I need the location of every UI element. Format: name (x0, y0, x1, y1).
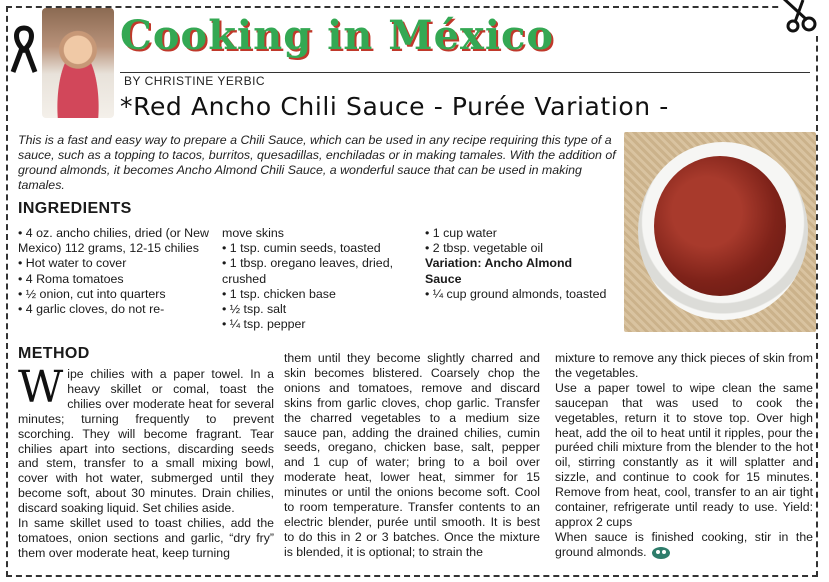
ingredient-item: • 4 oz. ancho chilies, dried (or New Mexico) 112 grams, 12-15 chilies (18, 226, 209, 256)
ingredient-item: • ¼ tsp. pepper (222, 317, 306, 332)
ingredient-item: • 1 tbsp. oregano leaves, dried, crushed (222, 256, 394, 286)
ingredient-item: • 1 cup water (425, 226, 497, 240)
ingredient-item: • ½ onion, cut into quarters (18, 286, 166, 301)
method-paragraph: them until they become slightly charred and skin becomes blistered. Coarsely chop the onions and tomatoes, remove and discard skins from garlic cloves, chop garlic. Transfer the charred vegetables to a medium size sauce pan, adding the drained chilies, cumin seeds, oregano, chicken base, salt, pepper and 1 cup of water; bring to a boil over moderate heat, lower heat, simmer for 15 minutes or until the onions become soft. Cool to room temperature. Transfer contents to an electric blender, purée until smooth. It is best to do this in 2 or 3 batches. Once the mixture is blended, it is optional; to strain the (284, 351, 540, 559)
method-paragraph: mixture to remove any thick pieces of skin from the vegetables. (555, 351, 813, 380)
intro-paragraph: This is a fast and easy way to prepare a Chili Sauce, which can be used in any recipe requiring this type of a sauce, such as a topping to tacos, burritos, quesadillas, enchiladas or in making tamales. With the addition of ground almonds, it becomes Ancho Almond Chili Sauce, a wonderful sauce that can be used in making tamales. (18, 133, 616, 192)
method-paragraph: Use a paper towel to wipe clean the same saucepan that was used to cook the vegetables, return it to stove top. Over high heat, add the oil to heat until it ripples, pour the puréed chili mixture from the blender to the hot oil, stirring constantly as it will splatter and sizzle, and continue to cook for 15 minutes. Remove from heat, cool, transfer to an air tight container, refrigerate until ready to use. Yield: approx 2 cups (555, 380, 813, 529)
ingredient-item: • 2 tbsp. vegetable oil (425, 241, 543, 256)
sauce-photo (624, 132, 816, 332)
scissors-icon (779, 0, 823, 36)
method-paragraph: ipe chilies with a paper towel. In a heavy skillet or comal, toast the chilies over moderate heat for several minutes; turning frequently to prevent scorching. They will become fragrant. Tear chilies apart into sections, discarding seeds and stem, transfer to a small mixing bowl, cover with hot water, submerged until they become soft, about 30 minutes. Drain chilies, discard soaking liquid. Set chilies aside. (18, 367, 274, 516)
ingredient-item: • 1 tsp. cumin seeds, toasted (222, 241, 381, 256)
byline: BY CHRISTINE YERBIC (124, 74, 266, 88)
author-photo (42, 8, 114, 118)
ingredients-column-3 (425, 226, 611, 302)
method-column-3 (555, 351, 813, 560)
ingredient-item: • 1 tsp. chicken base (222, 286, 336, 301)
column-logo: Cooking in México (120, 12, 555, 59)
method-paragraph: In same skillet used to toast chilies, add the tomatoes, onion sections and garlic, “dry fry” them over moderate heat, keep turning (18, 516, 274, 560)
method-heading: METHOD (18, 345, 90, 362)
header-rule (120, 72, 810, 73)
ingredient-item: • Hot water to cover (18, 256, 127, 271)
ingredients-heading: INGREDIENTS (18, 200, 132, 217)
awareness-ribbon-icon (10, 24, 38, 74)
chili-sauce-image (654, 156, 786, 296)
ingredient-item: move skins (222, 226, 284, 240)
end-mark-icon (651, 546, 671, 560)
method-column-2 (284, 351, 540, 560)
method-paragraph: When sauce is finished cooking, stir in the ground almonds. (555, 529, 813, 559)
ingredient-item: • ½ tsp. salt (222, 302, 287, 317)
ingredient-item: • ¼ cup ground almonds, toasted (425, 286, 607, 301)
drop-cap: W (18, 362, 64, 413)
ingredient-item: • 4 garlic cloves, do not re- (18, 302, 165, 317)
ingredients-column-1 (18, 226, 214, 317)
ingredient-item: • 4 Roma tomatoes (18, 271, 124, 286)
variation-heading: Variation: Ancho Almond Sauce (425, 256, 573, 286)
ingredients-column-2 (222, 226, 418, 332)
method-column-1 (18, 362, 274, 561)
recipe-title: *Red Ancho Chili Sauce - Purée Variation - (120, 92, 669, 121)
